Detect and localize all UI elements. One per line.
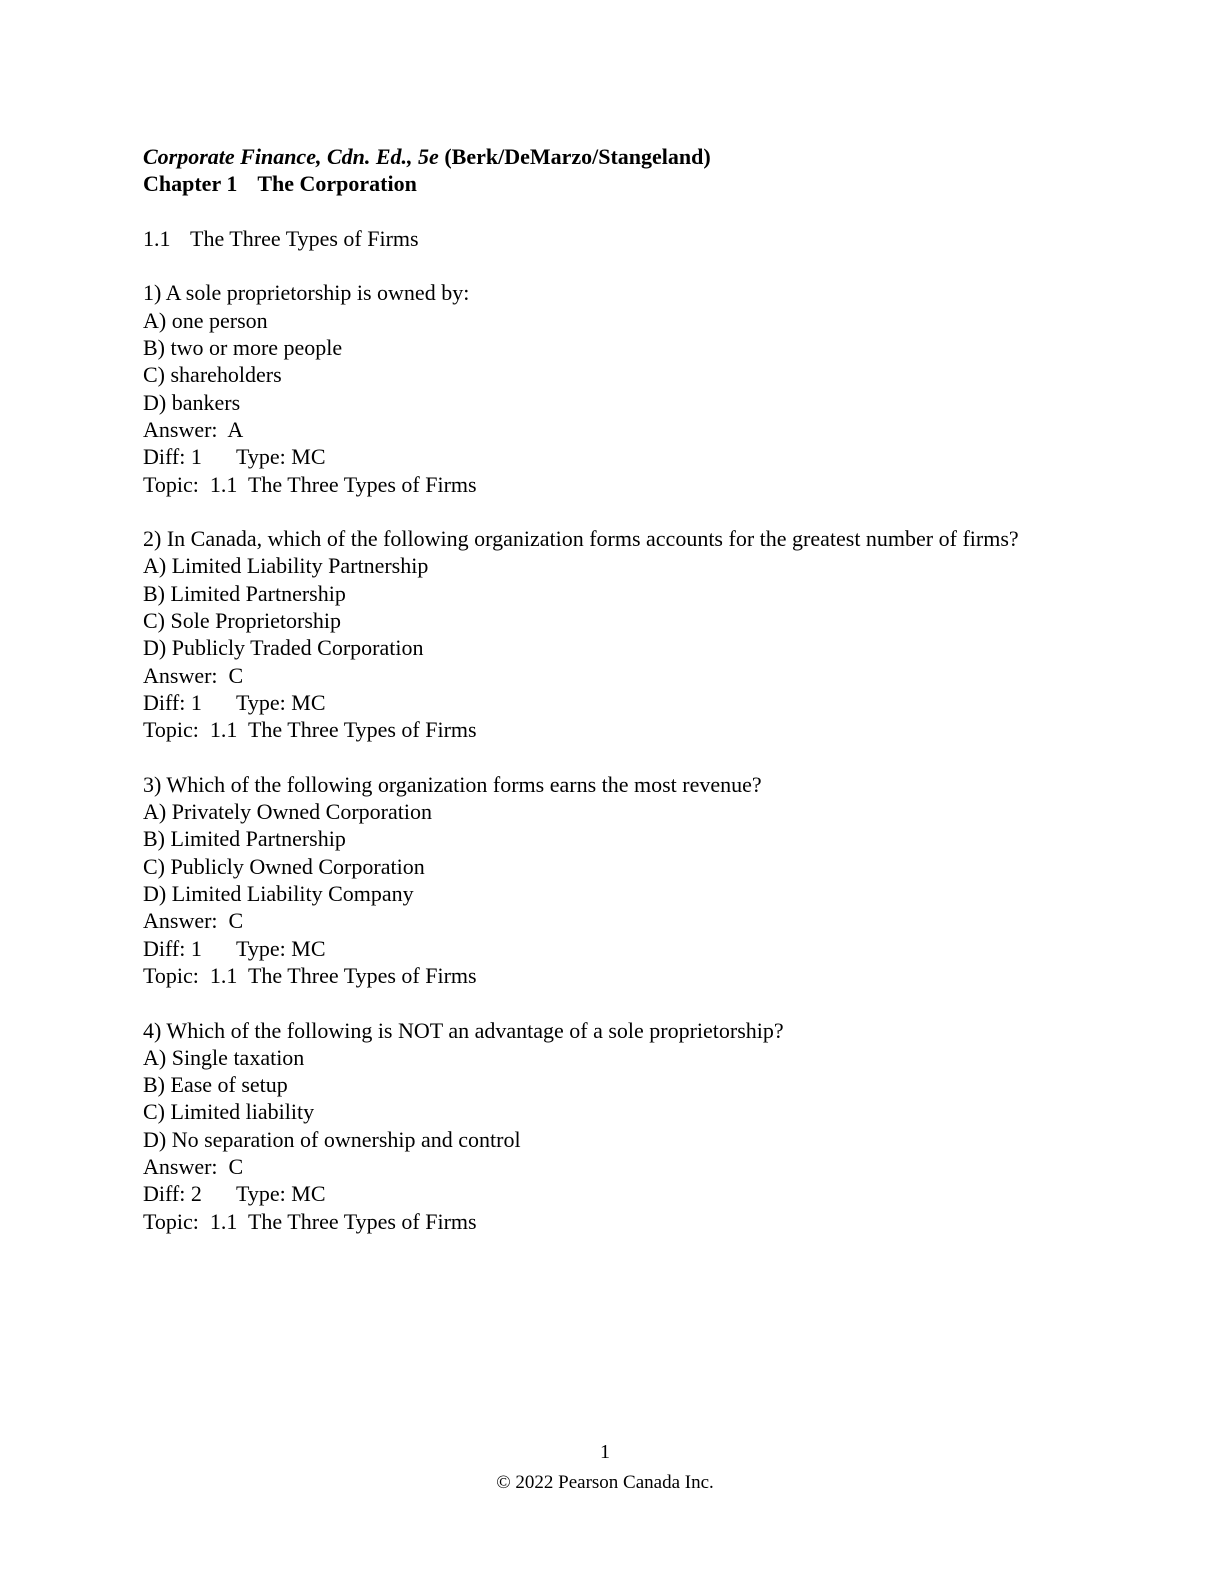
option-d: D) No separation of ownership and control — [143, 1126, 521, 1152]
difficulty-type — [143, 1180, 1083, 1207]
difficulty: Diff: 1 — [143, 444, 202, 470]
option-a: A) one person — [143, 307, 268, 333]
option-a: A) Privately Owned Corporation — [143, 799, 432, 825]
option-b: B) Ease of setup — [143, 1072, 288, 1098]
section-number: 1.1 — [143, 225, 171, 251]
answer: Answer: A — [143, 416, 244, 442]
option-b: B) Limited Partnership — [143, 580, 346, 606]
option-c: C) Publicly Owned Corporation — [143, 853, 425, 879]
section-heading — [143, 225, 1083, 252]
book-title: Corporate Finance, Cdn. Ed., 5e — [143, 144, 439, 169]
copyright-notice: © 2022 Pearson Canada Inc. — [496, 1472, 714, 1493]
topic: Topic: 1.1 The Three Types of Firms — [143, 1208, 477, 1234]
difficulty-type — [143, 935, 1083, 962]
option-a: A) Single taxation — [143, 1044, 305, 1070]
option-d: D) Limited Liability Company — [143, 881, 414, 907]
difficulty-type — [143, 689, 1083, 716]
option-c: C) Sole Proprietorship — [143, 608, 341, 634]
question-stem: 2) In Canada, which of the following organization forms accounts for the greatest number of firms? — [143, 526, 1019, 552]
question-2 — [143, 525, 1083, 743]
page-content — [143, 143, 1083, 1235]
difficulty: Diff: 1 — [143, 935, 202, 961]
answer: Answer: C — [143, 1153, 244, 1179]
option-d: D) bankers — [143, 389, 241, 415]
answer: Answer: C — [143, 662, 244, 688]
question-stem: 3) Which of the following organization forms earns the most revenue? — [143, 771, 762, 797]
answer: Answer: C — [143, 908, 244, 934]
option-c: C) shareholders — [143, 362, 282, 388]
chapter-heading — [143, 170, 1083, 197]
question-3 — [143, 771, 1083, 989]
topic: Topic: 1.1 The Three Types of Firms — [143, 962, 477, 988]
question-type: Type: MC — [236, 1181, 326, 1207]
question-type: Type: MC — [236, 444, 326, 470]
chapter-title: The Corporation — [257, 171, 417, 197]
option-c: C) Limited liability — [143, 1099, 315, 1125]
difficulty: Diff: 1 — [143, 689, 202, 715]
page-number: 1 — [600, 1441, 610, 1463]
topic: Topic: 1.1 The Three Types of Firms — [143, 471, 477, 497]
option-a: A) Limited Liability Partnership — [143, 553, 429, 579]
option-b: B) two or more people — [143, 335, 343, 361]
book-title-line — [143, 143, 1083, 170]
option-d: D) Publicly Traded Corporation — [143, 635, 424, 661]
section-title: The Three Types of Firms — [190, 225, 419, 251]
topic: Topic: 1.1 The Three Types of Firms — [143, 717, 477, 743]
question-type: Type: MC — [236, 689, 326, 715]
question-stem: 1) A sole proprietorship is owned by: — [143, 280, 470, 306]
difficulty-type — [143, 443, 1083, 470]
question-4 — [143, 1017, 1083, 1235]
question-stem: 4) Which of the following is NOT an advantage of a sole proprietorship? — [143, 1017, 784, 1043]
option-b: B) Limited Partnership — [143, 826, 346, 852]
difficulty: Diff: 2 — [143, 1181, 202, 1207]
book-authors: (Berk/DeMarzo/Stangeland) — [444, 144, 711, 169]
chapter-label: Chapter 1 — [143, 171, 238, 197]
question-type: Type: MC — [236, 935, 326, 961]
question-1 — [143, 279, 1083, 497]
